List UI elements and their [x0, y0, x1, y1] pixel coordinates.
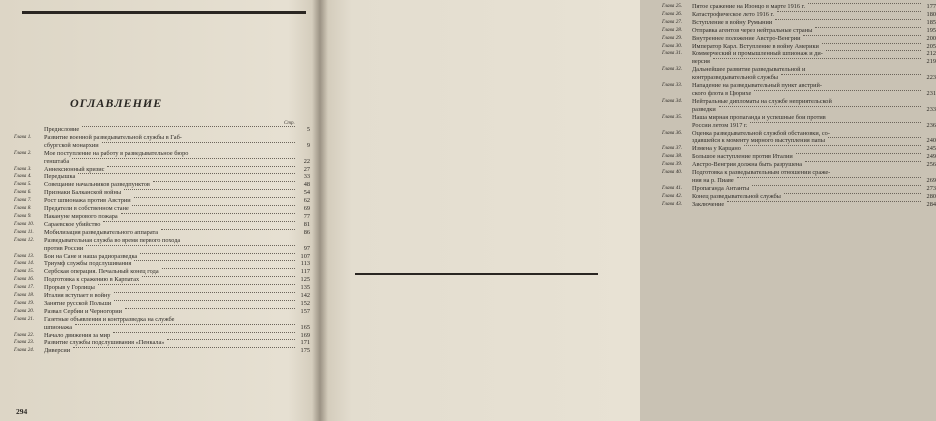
leader-dots — [98, 284, 295, 285]
chapter-label: Глава 20. — [14, 307, 35, 314]
chapter-label: Глава 26. — [662, 10, 683, 17]
leader-dots — [752, 185, 921, 186]
toc-entry — [662, 82, 936, 90]
leader-dots — [777, 11, 921, 12]
chapter-label: Глава 40. — [662, 169, 683, 176]
right-toc-list — [662, 3, 936, 209]
right-page — [322, 0, 936, 421]
chapter-title: Вступление в войну Румынии — [692, 18, 773, 26]
page-ref: 177 — [926, 3, 936, 10]
chapter-title: Пропаганда Антанты — [692, 184, 750, 192]
chapter-label: Глава 4. — [14, 173, 32, 180]
leader-dots — [822, 43, 921, 44]
chapter-title: Мое поступление на работу в разведывательное бюро — [44, 149, 189, 157]
chapter-label: Глава 7. — [14, 197, 32, 204]
toc-entry — [14, 245, 310, 253]
toc-entry — [662, 35, 936, 43]
chapter-label: Глава 3. — [14, 165, 32, 172]
toc-entry — [14, 158, 310, 166]
chapter-title: Италия вступает в войну — [44, 292, 111, 300]
page-ref: 245 — [926, 145, 936, 153]
toc-entry — [662, 130, 936, 138]
toc-entry — [662, 137, 936, 145]
chapter-title: Внутреннее положение Австро-Венгрии — [692, 34, 801, 42]
page-ref: 86 — [303, 228, 310, 236]
chapter-title: Триумф службы подслушивания — [44, 260, 132, 268]
chapter-label: Глава 42. — [662, 192, 683, 199]
chapter-title: Отправка агентов через нейтральные страны — [692, 26, 813, 34]
chapter-title: Конец разведывательной службы — [692, 192, 781, 200]
toc-entry — [662, 98, 936, 106]
leader-dots — [796, 153, 921, 154]
chapter-label: Глава 24. — [14, 347, 35, 354]
chapter-title: версия — [692, 58, 710, 66]
chapter-label: Глава 31. — [662, 50, 683, 57]
page-ref: 236 — [926, 121, 936, 129]
chapter-label: Глава 37. — [662, 145, 683, 152]
chapter-label: Глава 38. — [662, 153, 683, 160]
chapter-title: Начало движения за мир — [44, 331, 111, 339]
toc-entry — [662, 50, 936, 58]
chapter-title: Нейтральные дипломаты на службе неприятельской — [692, 97, 832, 105]
chapter-label: Глава 27. — [662, 18, 683, 25]
leader-dots — [826, 50, 921, 51]
toc-entry — [662, 27, 936, 35]
toc-entry — [14, 189, 310, 197]
chapter-label: Глава 41. — [662, 184, 683, 191]
chapter-title: Рост шпионажа против Австрии — [44, 197, 131, 205]
leader-dots — [784, 193, 921, 194]
chapter-title: Катастрофическое лето 1916 г. — [692, 10, 774, 18]
page-ref: 54 — [303, 189, 310, 197]
chapter-label: Глава 22. — [14, 331, 35, 338]
chapter-title: Предатели в собственном стане — [44, 205, 129, 213]
chapter-title: Развитие службы подслушивания «Пенкала» — [44, 339, 165, 347]
toc-entry — [14, 292, 310, 300]
leader-dots — [161, 229, 295, 230]
toc-entry — [662, 169, 936, 177]
chapter-title: разведки — [692, 105, 716, 113]
page-ref: 219 — [926, 58, 936, 66]
chapter-title: Нападение на разведывательный пункт австрий- — [692, 82, 822, 90]
page-ref: 249 — [926, 153, 936, 161]
chapter-title: Пятое сражение на Изонцо в марте 1916 г. — [692, 3, 806, 10]
toc-entry — [14, 173, 310, 181]
chapter-title: Заключение — [692, 200, 725, 208]
leader-dots — [750, 122, 921, 123]
toc-entry — [14, 197, 310, 205]
chapter-label: Глава 9. — [14, 212, 32, 219]
chapter-label: Глава 28. — [662, 26, 683, 33]
chapter-title: Сербская операция. Печальный конец года — [44, 268, 159, 276]
page-ref: 205 — [926, 42, 936, 50]
leader-dots — [134, 197, 295, 198]
leader-dots — [78, 173, 295, 174]
top-rule — [22, 11, 306, 14]
toc-entry — [662, 145, 936, 153]
page-ref: 5 — [306, 126, 310, 133]
toc-entry — [14, 276, 310, 284]
toc-entry — [14, 221, 310, 229]
chapter-label: Глава 12. — [14, 236, 35, 243]
leader-dots — [775, 19, 921, 20]
leader-dots — [815, 27, 921, 28]
toc-entry — [14, 268, 310, 276]
leader-dots — [124, 189, 295, 190]
page-ref: 180 — [926, 10, 936, 18]
chapter-title: Прорыв у Горлицы — [44, 284, 95, 292]
chapter-label: Глава 35. — [662, 113, 683, 120]
toc-entry — [662, 3, 936, 11]
chapter-label: Глава 2. — [14, 149, 32, 156]
chapter-title: Признаки Балканской войны — [44, 189, 122, 197]
chapter-label: Глава 5. — [14, 181, 32, 188]
chapter-label: Глава 13. — [14, 252, 35, 259]
toc-entry — [662, 90, 936, 98]
chapter-title: Коммерческий и промышленный шпионаж и ди- — [692, 50, 823, 58]
page-ref: 273 — [926, 184, 936, 192]
chapter-label: Глава 21. — [14, 315, 35, 322]
toc-entry — [14, 237, 310, 245]
toc-entry — [662, 19, 936, 27]
toc-entry — [662, 66, 936, 74]
chapter-label: Глава 15. — [14, 268, 35, 275]
leader-dots — [737, 177, 921, 178]
page-ref: 175 — [300, 347, 310, 355]
chapter-title: Подготовка к сражению в Карпатах — [44, 276, 140, 284]
toc-entry — [662, 122, 936, 130]
page-ref: 157 — [300, 307, 310, 315]
page-column-header: Стр. — [284, 121, 295, 126]
page-ref: 97 — [303, 244, 310, 252]
leader-dots — [82, 126, 295, 127]
toc-entry — [14, 324, 310, 332]
chapter-title: Подготовка к разведывательным отношении сраже- — [692, 169, 831, 177]
page-ref: 113 — [300, 260, 310, 268]
page-ref: 185 — [926, 18, 936, 26]
chapter-label: Глава 39. — [662, 161, 683, 168]
leader-dots — [808, 3, 921, 4]
leader-dots — [103, 221, 295, 222]
page-ref: 223 — [926, 74, 936, 82]
toc-entry — [14, 347, 310, 355]
toc-entry — [662, 74, 936, 82]
page-ref: 280 — [926, 192, 936, 200]
left-toc-list — [14, 126, 310, 355]
toc-entry — [662, 177, 936, 185]
page-ref: 165 — [300, 323, 310, 331]
leader-dots — [114, 300, 295, 301]
toc-entry — [662, 114, 936, 122]
chapter-title: ского флота в Цюрихе — [692, 89, 752, 97]
toc-entry — [14, 142, 310, 150]
leader-dots — [805, 161, 921, 162]
chapter-label: Глава 43. — [662, 200, 683, 207]
leader-dots — [167, 339, 295, 340]
page-number: 294 — [16, 407, 28, 416]
page-ref: 240 — [926, 137, 936, 145]
chapter-title: Передышка — [44, 173, 76, 181]
toc-entry — [14, 126, 310, 134]
chapter-title: Разведывательная служба во время первого похода — [44, 236, 181, 244]
chapter-title: Развитие военной разведывательной службы в Габ- — [44, 133, 182, 141]
toc-entry — [662, 193, 936, 201]
leader-dots — [107, 166, 295, 167]
leader-dots — [744, 145, 921, 146]
toc-entry — [14, 260, 310, 268]
page-ref: 62 — [303, 197, 310, 205]
chapter-title: Император Карл. Вступление в войну Америки — [692, 42, 819, 50]
toc-entry — [662, 201, 936, 209]
chapter-label: Глава 14. — [14, 260, 35, 267]
leader-dots — [72, 158, 295, 159]
leader-dots — [86, 245, 295, 246]
leader-dots — [828, 137, 921, 138]
page-ref: 195 — [926, 26, 936, 34]
toc-entry — [14, 150, 310, 158]
chapter-title: Наша мирная пропаганда и успешные бои против — [692, 113, 826, 121]
left-page — [0, 0, 318, 421]
leader-dots — [727, 201, 921, 202]
page-ref: 33 — [303, 173, 310, 181]
chapter-title: России летом 1917 г. — [692, 121, 748, 129]
toc-entry — [14, 284, 310, 292]
page-ref: 212 — [926, 50, 936, 58]
page-ref: 284 — [926, 200, 936, 208]
chapter-title: Большое наступление против Италии — [692, 153, 793, 161]
chapter-title: Развал Сербии и Черногории — [44, 307, 122, 315]
chapter-label: Глава 29. — [662, 34, 683, 41]
toc-entry — [14, 308, 310, 316]
chapter-label: Глава 6. — [14, 189, 32, 196]
page-ref: 231 — [926, 89, 936, 97]
chapter-title: контрразведывательной службы — [692, 74, 778, 82]
leader-dots — [132, 205, 295, 206]
toc-entry — [14, 205, 310, 213]
leader-dots — [162, 268, 295, 269]
chapter-label: Глава 25. — [662, 3, 683, 9]
toc-entry — [14, 134, 310, 142]
toc-entry — [14, 253, 310, 261]
contents-title: ОГЛАВЛЕНИЕ — [70, 96, 163, 110]
chapter-title: Совещание начальников разведпунктов — [44, 181, 150, 189]
leader-dots — [114, 292, 295, 293]
chapter-title: Сараевское убийство — [44, 220, 101, 228]
chapter-label: Глава 11. — [14, 228, 34, 235]
page-ref: 142 — [300, 292, 310, 300]
chapter-title: Занятие русской Польши — [44, 299, 112, 307]
chapter-title: Предисловие — [44, 126, 80, 133]
leader-dots — [121, 213, 295, 214]
chapter-title: сбургской монархии — [44, 141, 99, 149]
page-ref: 233 — [926, 105, 936, 113]
toc-entry — [14, 181, 310, 189]
toc-entry — [14, 339, 310, 347]
chapter-label: Глава 23. — [14, 339, 35, 346]
toc-entry — [14, 300, 310, 308]
leader-dots — [153, 181, 295, 182]
chapter-label: Глава 32. — [662, 66, 683, 73]
chapter-label: Глава 30. — [662, 42, 683, 49]
chapter-title: Измена у Карцано — [692, 145, 741, 153]
page-ref: 269 — [926, 176, 936, 184]
chapter-title: Бои на Сане и наша радиоразведка — [44, 252, 138, 260]
chapter-title: Австро-Венгрия должна быть разрушена — [692, 161, 803, 169]
chapter-label: Глава 17. — [14, 284, 35, 291]
chapter-title: ния на р. Пиаве — [692, 176, 734, 184]
chapter-label: Глава 33. — [662, 82, 683, 89]
toc-entry — [662, 106, 936, 114]
chapter-title: Диверсии — [44, 347, 71, 355]
chapter-label: Глава 18. — [14, 292, 35, 299]
leader-dots — [102, 142, 295, 143]
leader-dots — [134, 260, 295, 261]
toc-entry — [662, 161, 936, 169]
chapter-label: Глава 16. — [14, 276, 35, 283]
toc-entry — [14, 213, 310, 221]
chapter-title: здавшейся к моменту мирного выступления папы — [692, 137, 825, 145]
toc-entry — [662, 58, 936, 66]
toc-entry — [662, 11, 936, 19]
toc-entry — [14, 229, 310, 237]
leader-dots — [803, 35, 921, 36]
chapter-label: Глава 36. — [662, 129, 683, 136]
chapter-title: Дальнейшее развитие разведывательной и — [692, 66, 806, 74]
toc-entry — [14, 316, 310, 324]
chapter-title: шпионажа — [44, 323, 73, 331]
page-ref: 171 — [300, 339, 310, 347]
page-ref: 256 — [926, 161, 936, 169]
page-ref: 27 — [303, 165, 310, 173]
chapter-title: Аннексионный кризис — [44, 165, 105, 173]
end-rule — [355, 273, 598, 275]
chapter-title: против России — [44, 244, 84, 252]
chapter-title: Оценка разведывательной службой обстановки, со- — [692, 129, 830, 137]
leader-dots — [781, 74, 921, 75]
leader-dots — [142, 276, 295, 277]
leader-dots — [125, 308, 295, 309]
chapter-label: Глава 8. — [14, 205, 32, 212]
page-ref: 9 — [306, 141, 310, 149]
page-ref: 152 — [300, 299, 310, 307]
leader-dots — [140, 253, 295, 254]
leader-dots — [719, 106, 921, 107]
chapter-label: Глава 19. — [14, 299, 35, 306]
toc-entry — [662, 153, 936, 161]
chapter-label: Глава 10. — [14, 220, 35, 227]
chapter-title: Газетные объявления и контрразведка на службе — [44, 315, 175, 323]
page-ref: 48 — [303, 181, 310, 189]
chapter-title: Мобилизация разведывательного аппарата — [44, 228, 159, 236]
page-ref: 200 — [926, 34, 936, 42]
chapter-label: Глава 1. — [14, 133, 32, 140]
toc-entry — [662, 43, 936, 51]
page-ref: 22 — [303, 157, 310, 165]
page-ref: 125 — [300, 276, 310, 284]
chapter-label: Глава 34. — [662, 97, 683, 104]
page-ref: 77 — [303, 212, 310, 220]
leader-dots — [713, 58, 921, 59]
chapter-title: генштаба — [44, 157, 70, 165]
leader-dots — [754, 90, 921, 91]
leader-dots — [113, 332, 295, 333]
chapter-title: Накануне мирового пожара — [44, 212, 118, 220]
leader-dots — [73, 347, 295, 348]
toc-entry — [662, 185, 936, 193]
page-ref: 117 — [300, 268, 310, 276]
toc-entry — [14, 166, 310, 174]
page-ref: 169 — [300, 331, 310, 339]
page-ref: 81 — [303, 220, 310, 228]
leader-dots — [75, 324, 295, 325]
page-ref: 107 — [300, 252, 310, 260]
toc-entry — [14, 332, 310, 340]
page-ref: 135 — [300, 284, 310, 292]
page-ref: 69 — [303, 205, 310, 213]
